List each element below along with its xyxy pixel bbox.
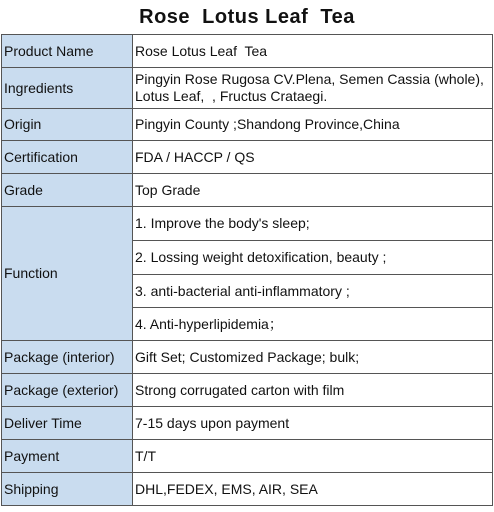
value-certification: FDA / HACCP / QS bbox=[133, 141, 493, 174]
value-function-4: 4. Anti-hyperlipidemia； bbox=[133, 308, 493, 341]
value-shipping: DHL,FEDEX, EMS, AIR, SEA bbox=[133, 473, 493, 506]
value-payment: T/T bbox=[133, 440, 493, 473]
document-title: Rose Lotus Leaf Tea bbox=[139, 6, 355, 28]
value-ingredients: Pingyin Rose Rugosa CV.Plena, Semen Cassia (whole), Lotus Leaf, , Fructus Crataegi. bbox=[133, 68, 493, 109]
row-deliver-time bbox=[2, 407, 493, 440]
label-package-exterior: Package (exterior) bbox=[2, 374, 133, 407]
label-shipping: Shipping bbox=[2, 473, 133, 506]
value-function-2: 2. Lossing weight detoxification, beauty ; bbox=[133, 241, 493, 275]
label-certification: Certification bbox=[2, 141, 133, 174]
label-payment: Payment bbox=[2, 440, 133, 473]
row-package-interior bbox=[2, 341, 493, 374]
value-deliver-time: 7-15 days upon payment bbox=[133, 407, 493, 440]
spec-table bbox=[1, 34, 493, 506]
value-origin: Pingyin County ;Shandong Province,China bbox=[133, 109, 493, 141]
value-package-interior: Gift Set; Customized Package; bulk; bbox=[133, 341, 493, 374]
row-shipping bbox=[2, 473, 493, 506]
row-origin bbox=[2, 109, 493, 141]
row-product-name bbox=[2, 35, 493, 68]
value-function-3: 3. anti-bacterial anti-inflammatory ; bbox=[133, 275, 493, 308]
value-product-name: Rose Lotus Leaf Tea bbox=[133, 35, 493, 68]
label-origin: Origin bbox=[2, 109, 133, 141]
value-function-1: 1. Improve the body's sleep; bbox=[133, 207, 493, 241]
row-payment bbox=[2, 440, 493, 473]
row-package-exterior bbox=[2, 374, 493, 407]
label-grade: Grade bbox=[2, 174, 133, 207]
label-package-interior: Package (interior) bbox=[2, 341, 133, 374]
row-ingredients bbox=[2, 68, 493, 109]
label-function: Function bbox=[2, 207, 133, 341]
row-certification bbox=[2, 141, 493, 174]
label-deliver-time: Deliver Time bbox=[2, 407, 133, 440]
value-grade: Top Grade bbox=[133, 174, 493, 207]
label-product-name: Product Name bbox=[2, 35, 133, 68]
row-function-1 bbox=[2, 207, 493, 241]
label-ingredients: Ingredients bbox=[2, 68, 133, 109]
row-grade bbox=[2, 174, 493, 207]
value-package-exterior: Strong corrugated carton with film bbox=[133, 374, 493, 407]
